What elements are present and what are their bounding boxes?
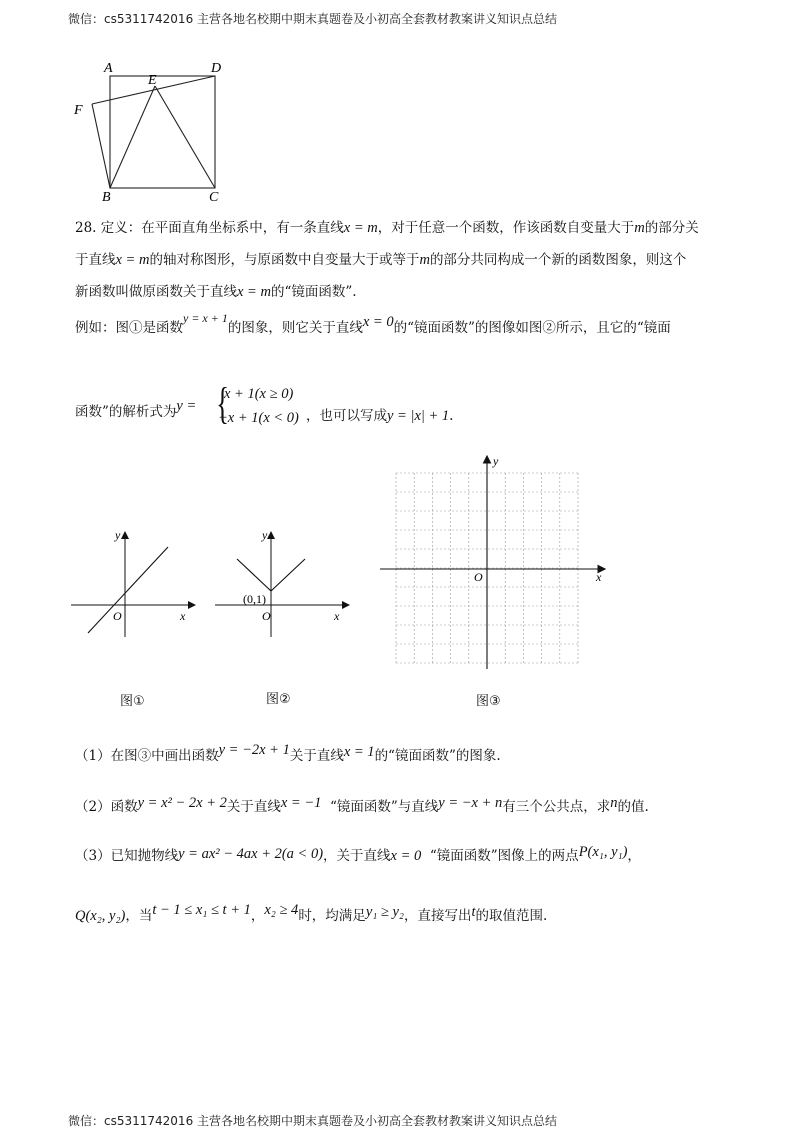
page-footer: 微信：cs5311742016 主营各地名校期中期末真题卷及小初高全套教材教案讲义知识点总结 bbox=[68, 1114, 558, 1128]
label-F: F bbox=[74, 103, 83, 118]
fig3-y-label: y bbox=[493, 455, 499, 468]
geometry-figure bbox=[68, 55, 238, 205]
fig2-caption: 图② bbox=[266, 692, 291, 707]
fig3-x-label: x bbox=[596, 570, 602, 584]
fig3-origin: O bbox=[474, 570, 483, 584]
fig2-point-label: (0,1) bbox=[243, 592, 266, 606]
part-2: （2）函数y = x² − 2x + 2关于直线x = −1 “镜面函数”与直线y = −x + n有三个公共点，求n的值. bbox=[75, 795, 649, 815]
fig2-y-label: y bbox=[262, 528, 268, 542]
piecewise-case-2: −x + 1(x < 0) bbox=[218, 410, 299, 426]
fig2-x-label: x bbox=[334, 609, 340, 623]
page-header: 微信：cs5311742016 主营各地名校期中期末真题卷及小初高全套教材教案讲义知识点总结 bbox=[68, 12, 558, 26]
figure-2 bbox=[210, 525, 355, 645]
q28-piecewise-line: 函数”的解析式为y = bbox=[75, 398, 197, 420]
piecewise-case-1: x + 1(x ≥ 0) bbox=[224, 386, 294, 402]
q28-line3: 新函数叫做原函数关于直线x = m的“镜面函数”. bbox=[75, 284, 357, 300]
q28-line2: 于直线x = m的轴对称图形，与原函数中自变量大于或等于m的部分共同构成一个新的函数图象，则这个 bbox=[75, 252, 687, 268]
label-A: A bbox=[104, 61, 113, 76]
label-C: C bbox=[209, 190, 219, 205]
label-E: E bbox=[148, 73, 157, 88]
part-3-line1: （3）已知抛物线y = ax² − 4ax + 2(a < 0)，关于直线x = 0 “镜面函数”图像上的两点P(x₁, y₁)， bbox=[75, 844, 641, 864]
fig2-origin: O bbox=[262, 609, 271, 623]
part-3-line2: Q(x₂, y₂)，当t − 1 ≤ x₁ ≤ t + 1，x₂ ≥ 4时，均满足y₁ ≥ y₂，直接写出t的取值范围. bbox=[75, 902, 548, 924]
q28-example: 例如：图①是函数y = x + 1的图象，则它关于直线x = 0的“镜面函数”的图像如图②所示，且它的“镜面 bbox=[75, 311, 671, 336]
figure-3-grid bbox=[378, 455, 608, 675]
fig1-line bbox=[88, 547, 168, 633]
label-D: D bbox=[211, 61, 222, 76]
fig1-y-label: y bbox=[115, 528, 121, 542]
piecewise-tail: ，也可以写成y = |x| + 1. bbox=[306, 408, 454, 424]
figure-1 bbox=[68, 525, 208, 645]
q28-line1: 28. 定义：在平面直角坐标系中，有一条直线x = m，对于任意一个函数，作该函数自变量大于m的部分关 bbox=[75, 220, 699, 236]
part-1: （1）在图③中画出函数y = −2x + 1关于直线x = 1的“镜面函数”的图象. bbox=[75, 742, 501, 764]
fig1-origin: O bbox=[113, 609, 122, 623]
label-B: B bbox=[102, 190, 111, 205]
fig3-caption: 图③ bbox=[476, 694, 501, 709]
fig1-x-label: x bbox=[180, 609, 186, 623]
fig1-caption: 图① bbox=[120, 694, 145, 709]
piecewise-brace: { bbox=[216, 379, 229, 428]
